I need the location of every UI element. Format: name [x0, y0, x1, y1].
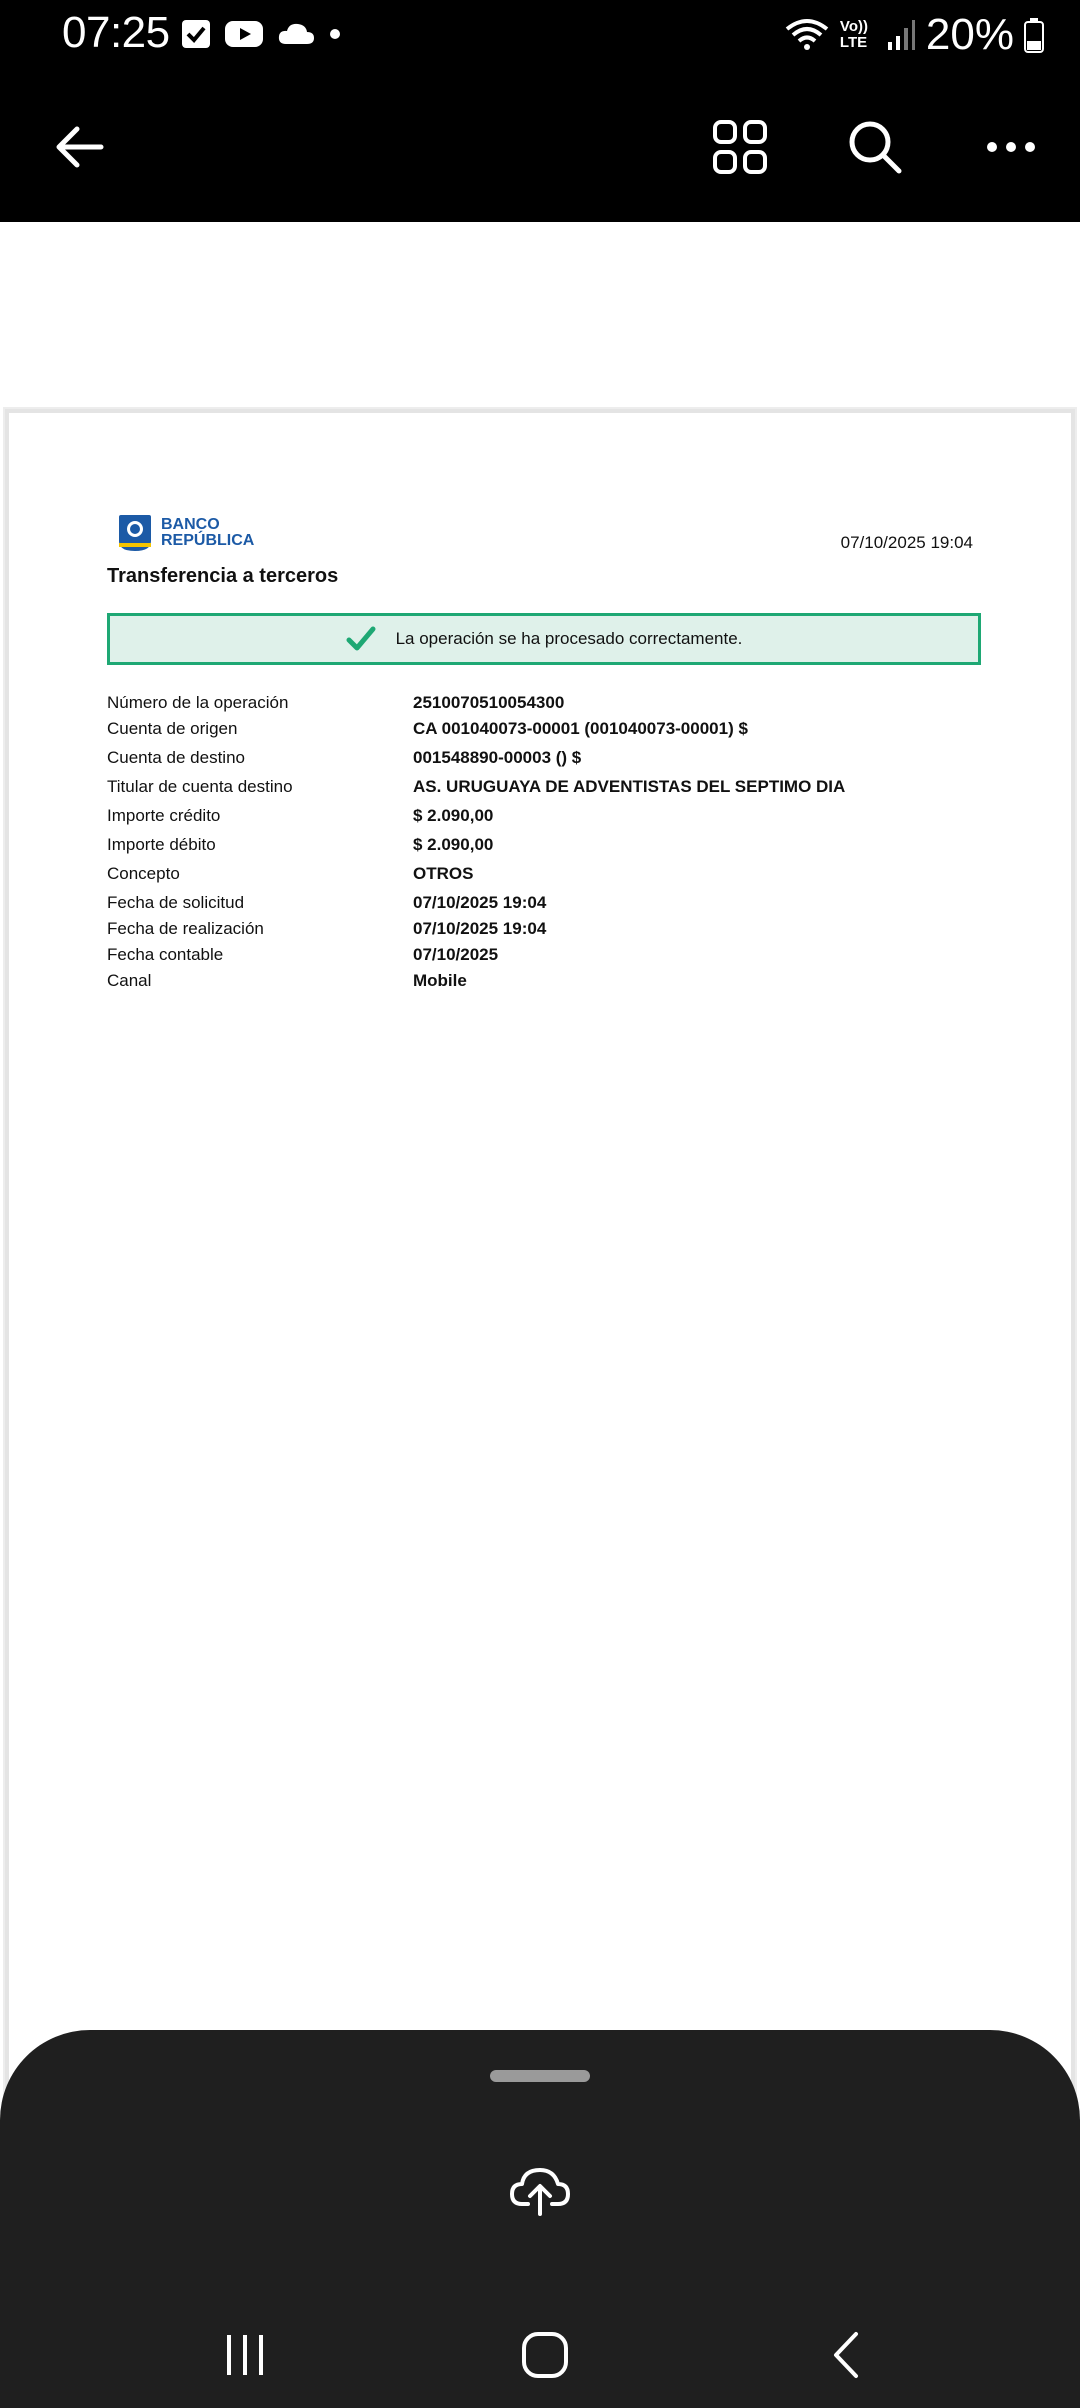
status-time: 07:25	[62, 8, 170, 57]
arrow-left-icon	[53, 125, 105, 169]
document-viewer[interactable]	[0, 222, 1080, 2042]
detail-value: $ 2.090,00	[413, 835, 494, 854]
more-options-button[interactable]	[966, 102, 1056, 192]
detail-row	[107, 945, 987, 971]
detail-value: 07/10/2025	[413, 945, 499, 964]
recent-apps-icon	[221, 2331, 269, 2379]
checkbox-notification-icon	[180, 18, 212, 50]
detail-value: OTROS	[413, 864, 474, 883]
detail-row	[107, 893, 987, 919]
recent-apps-button[interactable]	[200, 2320, 290, 2390]
signal-icon	[886, 18, 916, 52]
detail-label: Importe débito	[107, 835, 216, 854]
document-title: Transferencia a terceros	[107, 565, 339, 587]
search-icon	[847, 119, 903, 175]
detail-row	[107, 806, 987, 835]
success-banner	[107, 613, 981, 665]
bank-logo	[117, 513, 254, 553]
cloud-upload-icon	[508, 2162, 572, 2218]
youtube-notification-icon	[224, 18, 264, 50]
pdf-page	[5, 409, 1075, 2149]
viewer-toolbar	[0, 72, 1080, 222]
operation-details	[107, 693, 987, 997]
detail-row	[107, 835, 987, 864]
detail-row	[107, 919, 987, 945]
detail-value: 2510070510054300	[413, 693, 565, 712]
system-navigation-bar	[0, 2300, 1080, 2408]
system-icons	[784, 10, 1044, 60]
network-label: Vo)) LTE	[839, 18, 868, 51]
notification-icons	[180, 18, 342, 50]
detail-row	[107, 971, 987, 997]
detail-row	[107, 719, 987, 748]
wifi-icon	[784, 15, 830, 55]
grid-view-button[interactable]	[695, 102, 785, 192]
search-button[interactable]	[830, 102, 920, 192]
detail-label: Fecha de solicitud	[107, 893, 245, 912]
detail-row	[107, 777, 987, 806]
chevron-left-icon	[828, 2330, 862, 2380]
detail-value: Mobile	[413, 971, 467, 990]
detail-label: Fecha de realización	[107, 919, 264, 938]
detail-label: Cuenta de destino	[107, 748, 245, 767]
more-horizontal-icon	[986, 140, 1036, 154]
upload-button[interactable]	[500, 2150, 580, 2230]
detail-row	[107, 693, 987, 719]
bank-name-line1: BANCO	[161, 516, 220, 533]
detail-label: Canal	[107, 971, 152, 990]
checkmark-icon	[346, 626, 376, 652]
detail-row	[107, 864, 987, 893]
battery-icon	[1024, 17, 1044, 53]
detail-value: 07/10/2025 19:04	[413, 893, 547, 912]
back-button[interactable]	[34, 102, 124, 192]
detail-label: Concepto	[107, 864, 180, 883]
dot-notification-icon	[328, 27, 342, 41]
status-bar	[0, 0, 1080, 72]
detail-label: Importe crédito	[107, 806, 221, 825]
detail-value: 07/10/2025 19:04	[413, 919, 547, 938]
cloud-notification-icon	[276, 18, 316, 50]
grid-icon	[712, 119, 768, 175]
detail-label: Fecha contable	[107, 945, 224, 964]
detail-value: $ 2.090,00	[413, 806, 494, 825]
sheet-drag-handle[interactable]	[490, 2070, 590, 2082]
detail-label: Número de la operación	[107, 693, 289, 712]
detail-label: Cuenta de origen	[107, 719, 238, 738]
detail-label: Titular de cuenta destino	[107, 777, 293, 796]
home-button[interactable]	[500, 2320, 590, 2390]
success-message: La operación se ha procesado correctamente.	[395, 629, 743, 648]
detail-value: CA 001040073-00001 (001040073-00001) $	[413, 719, 748, 738]
detail-value: 001548890-00003 () $	[413, 748, 582, 767]
detail-row	[107, 748, 987, 777]
detail-value: AS. URUGUAYA DE ADVENTISTAS DEL SEPTIMO DIA	[413, 777, 846, 796]
battery-percent: 20%	[925, 10, 1014, 59]
back-nav-button[interactable]	[800, 2320, 890, 2390]
document-datetime: 07/10/2025 19:04	[840, 533, 973, 552]
home-icon	[520, 2330, 570, 2380]
bank-name-line2: REPÚBLICA	[161, 532, 255, 549]
bank-logo-icon	[117, 513, 153, 553]
